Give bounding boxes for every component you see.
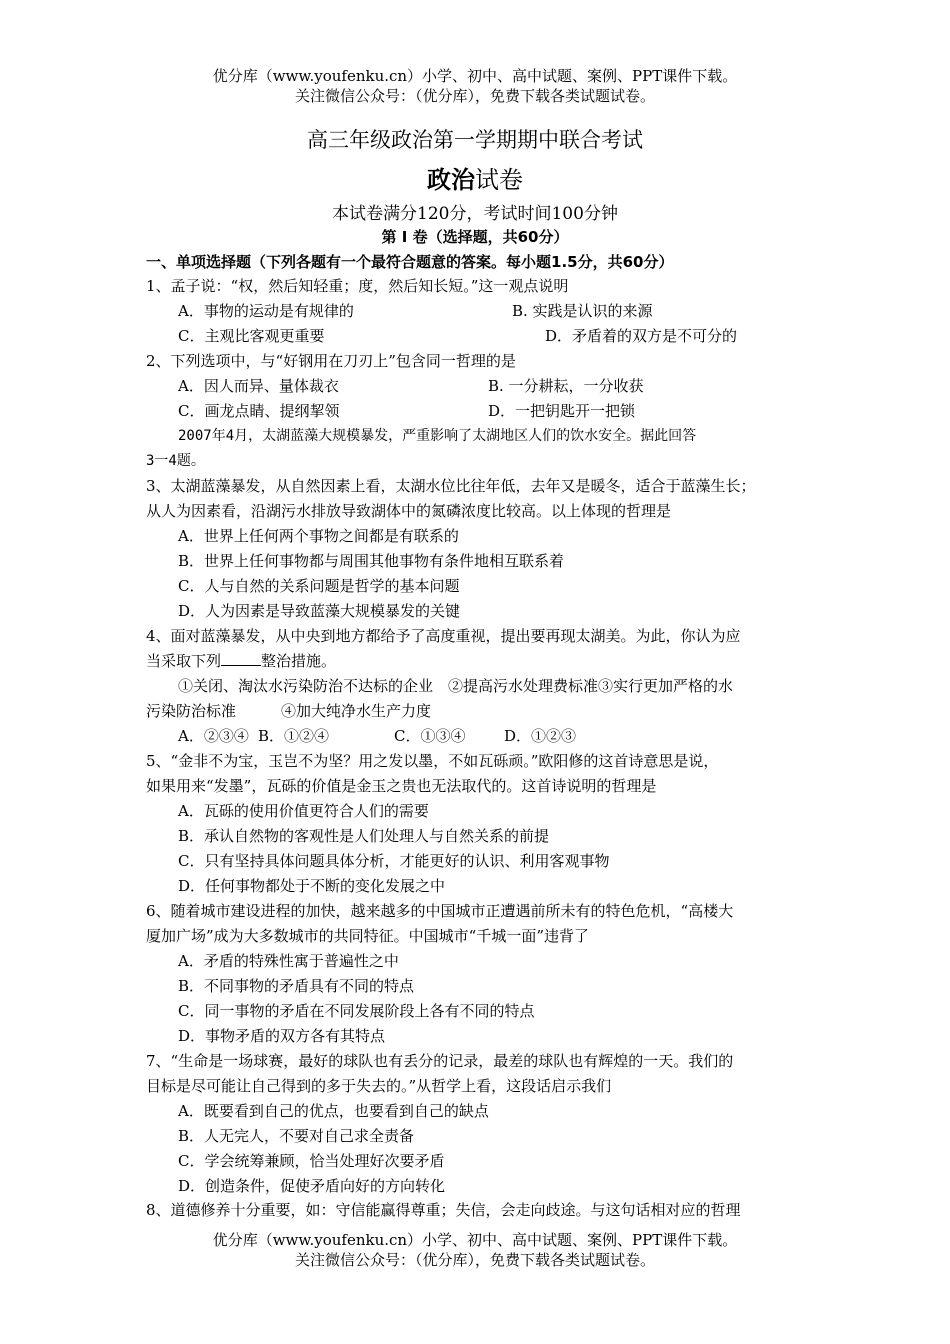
q4-option-d: D．①②③ [504,727,577,745]
q5-option-a: A．瓦砾的使用价值更符合人们的需要 [178,802,429,820]
q4-option-a: A．②③④ [178,727,249,745]
q3-stem-line-1: 3、太湖蓝藻暴发，从自然因素上看，太湖水位比往年低，去年又是暖冬，适合于蓝藻生长； [146,477,756,495]
q3-option-a: A．世界上任何两个事物之间都是有联系的 [178,527,459,545]
q6-stem-line-2: 厦加广场”成为大多数城市的共同特征。中国城市“千城一面”违背了 [146,927,590,945]
footer-line-2: 关注微信公众号：（优分库），免费下载各类试题试卷。 [294,1251,655,1269]
exam-info: 本试卷满分120分，考试时间100分钟 [332,204,618,224]
header-line-2: 关注微信公众号：（优分库），免费下载各类试题试卷。 [294,87,655,105]
q3-option-b: B．世界上任何事物都与周围其他事物有条件地相互联系着 [178,552,565,570]
q6-option-c: C．同一事物的矛盾在不同发展阶段上各有不同的特点 [178,1002,535,1020]
answer-blank [221,651,261,666]
q3-option-d: D．人为因素是导致蓝藻大规模暴发的关键 [178,602,461,620]
section-title: 第 Ⅰ 卷（选择题，共60分） [381,228,569,246]
q4-stem-line-2 [146,651,336,671]
exam-subtitle [0,160,950,195]
q7-option-d: D．创造条件，促使矛盾向好的方向转化 [178,1177,446,1195]
q7-option-b: B．人无完人，不要对自己求全责备 [178,1127,415,1145]
material-line-1: 2007年4月，太湖蓝藻大规模暴发，严重影响了太湖地区人们的饮水安全。据此回答 [178,428,697,444]
q5-stem-line-1: 5、“金非不为宝，玉岂不为坚？用之发以墨，不如瓦砾顽。”欧阳修的这首诗意思是说， [146,752,719,770]
subtitle-rest: 试卷 [475,166,523,194]
subtitle-bold: 政治 [427,165,475,194]
q5-stem-line-2: 如果用来“发墨”，瓦砾的价值是金玉之贵也无法取代的。这首诗说明的哲理是 [146,777,657,795]
q7-option-c: C．学会统筹兼顾，恰当处理好次要矛盾 [178,1152,445,1170]
q8-stem-line-1: 8、道德修养十分重要，如：守信能赢得尊重；失信，会走向歧途。与这句话相对应的哲理 [146,1201,741,1219]
q4-option-c: C．①③④ [394,727,466,745]
q4-stem-part-1: 当采取下列 [146,652,222,670]
header-line-1: 优分库（www.youfenku.cn）小学、初中、高中试题、案例、PPT课件下载。 [212,67,738,85]
exam-title: 高三年级政治第一学期期中联合考试 [307,128,643,152]
q2-option-d: D．一把钥匙开一把锁 [488,402,636,420]
q7-stem-line-2: 目标是尽可能让自己得到的多于失去的。”从哲学上看，这段话启示我们 [146,1077,612,1095]
q6-stem-line-1: 6、随着城市建设进程的加快，越来越多的中国城市正遭遇前所未有的特色危机，“高楼大 [146,902,734,920]
q6-option-a: A．矛盾的特殊性寓于普遍性之中 [178,952,399,970]
page-footer [0,1230,950,1270]
q2-stem: 2、下列选项中，与“好钢用在刀刃上”包含同一哲理的是 [146,352,516,370]
material-line-2: 3一4题。 [146,453,205,469]
q2-option-b: B. 一分耕耘，一分收获 [488,377,644,395]
q4-items-line-2: 污染防治标准 ④加大纯净水生产力度 [146,702,432,720]
q6-option-d: D．事物矛盾的双方各有其特点 [178,1027,386,1045]
page-header [0,66,950,106]
q3-stem-line-2: 从人为因素看，沿湖污水排放导致湖体中的氮磷浓度比较高。以上体现的哲理是 [146,502,672,520]
q1-option-c: C．主观比客观更重要 [178,327,325,345]
q1-stem: 1、孟子说：“权，然后知轻重；度，然后知长短。”这一观点说明 [146,277,569,295]
q2-option-c: C．画龙点睛、提纲挈领 [178,402,340,420]
q4-option-b: B．①②④ [258,727,330,745]
q5-option-b: B．承认自然物的客观性是人们处理人与自然关系的前提 [178,827,550,845]
q5-option-d: D．任何事物都处于不断的变化发展之中 [178,877,446,895]
q1-option-b: B. 实践是认识的来源 [512,302,653,320]
q7-option-a: A．既要看到自己的优点，也要看到自己的缺点 [178,1102,489,1120]
q5-option-c: C．只有坚持具体问题具体分析，才能更好的认识、利用客观事物 [178,852,610,870]
q3-option-c: C．人与自然的关系问题是哲学的基本问题 [178,577,460,595]
q4-stem-line-1: 4、面对蓝藻暴发，从中央到地方都给予了高度重视，提出要再现太湖美。为此，你认为应 [146,627,741,645]
footer-line-1: 优分库（www.youfenku.cn）小学、初中、高中试题、案例、PPT课件下载。 [212,1231,738,1249]
q7-stem-line-1: 7、“生命是一场球赛，最好的球队也有丢分的记录，最差的球队也有辉煌的一天。我们的 [146,1052,734,1070]
q4-stem-part-2: 整治措施。 [261,652,337,670]
q1-option-a: A．事物的运动是有规律的 [178,302,354,320]
q6-option-b: B．不同事物的矛盾具有不同的特点 [178,977,415,995]
q4-items-line-1: ①关闭、淘汰水污染防治不达标的企业 ②提高污水处理费标准③实行更加严格的水 [178,677,734,695]
q2-option-a: A．因人而异、量体裁衣 [178,377,339,395]
part-title: 一、单项选择题（下列各题有一个最符合题意的答案。每小题1.5分，共60分） [146,253,674,271]
q1-option-d: D．矛盾着的双方是不可分的 [545,327,738,345]
